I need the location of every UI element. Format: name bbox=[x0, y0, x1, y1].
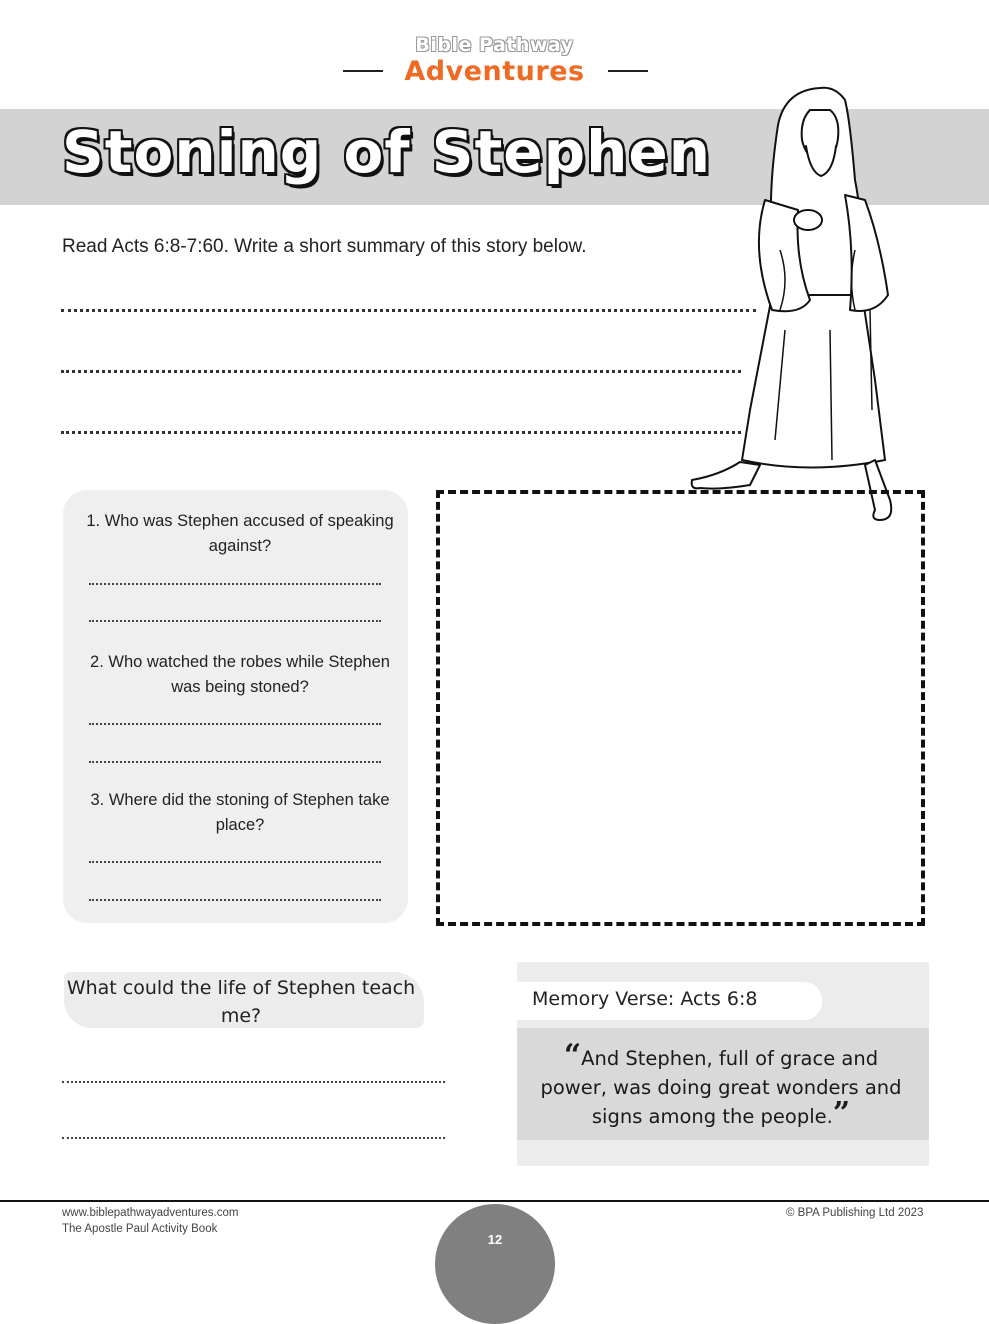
page-title: Stoning of Stephen bbox=[62, 118, 712, 186]
drawing-box[interactable] bbox=[436, 490, 925, 926]
answer-line[interactable] bbox=[89, 861, 381, 863]
memory-verse-text: And Stephen, full of grace and power, was doing great wonders and signs among the people. bbox=[540, 1047, 902, 1128]
footer-rule bbox=[0, 1200, 989, 1202]
footer-website[interactable]: www.biblepathwayadventures.com bbox=[62, 1207, 239, 1219]
life-answer-line[interactable] bbox=[62, 1081, 445, 1083]
summary-line-2[interactable] bbox=[61, 370, 741, 373]
answer-line[interactable] bbox=[89, 723, 381, 725]
footer-copyright: © BPA Publishing Ltd 2023 bbox=[786, 1207, 924, 1219]
close-quote-icon: ” bbox=[832, 1096, 851, 1131]
logo-bottom-text: Adventures bbox=[404, 56, 585, 87]
memory-verse-label: Memory Verse: Acts 6:8 bbox=[532, 988, 758, 1010]
question-1: 1. Who was Stephen accused of speaking against? bbox=[86, 512, 394, 555]
logo-top-text: Bible Pathway bbox=[415, 34, 574, 56]
summary-line-3[interactable] bbox=[61, 431, 741, 434]
answer-line[interactable] bbox=[89, 620, 381, 622]
page-number-badge bbox=[435, 1204, 555, 1324]
instruction-text: Read Acts 6:8-7:60. Write a short summary of this story below. bbox=[62, 236, 587, 257]
life-answer-line[interactable] bbox=[62, 1137, 445, 1139]
memory-verse-quote bbox=[535, 1038, 907, 1131]
answer-line[interactable] bbox=[89, 761, 381, 763]
stephen-illustration bbox=[680, 80, 950, 525]
question-3: 3. Where did the stoning of Stephen take place? bbox=[90, 791, 390, 834]
summary-line-1[interactable] bbox=[61, 309, 756, 312]
open-quote-icon: “ bbox=[563, 1038, 582, 1073]
life-question: What could the life of Stephen teach me? bbox=[66, 977, 416, 1027]
answer-line[interactable] bbox=[89, 583, 381, 585]
footer-book: The Apostle Paul Activity Book bbox=[62, 1223, 218, 1235]
page-number: 12 bbox=[487, 1232, 503, 1247]
question-2: 2. Who watched the robes while Stephen was being stoned? bbox=[90, 653, 390, 696]
answer-line[interactable] bbox=[89, 899, 381, 901]
